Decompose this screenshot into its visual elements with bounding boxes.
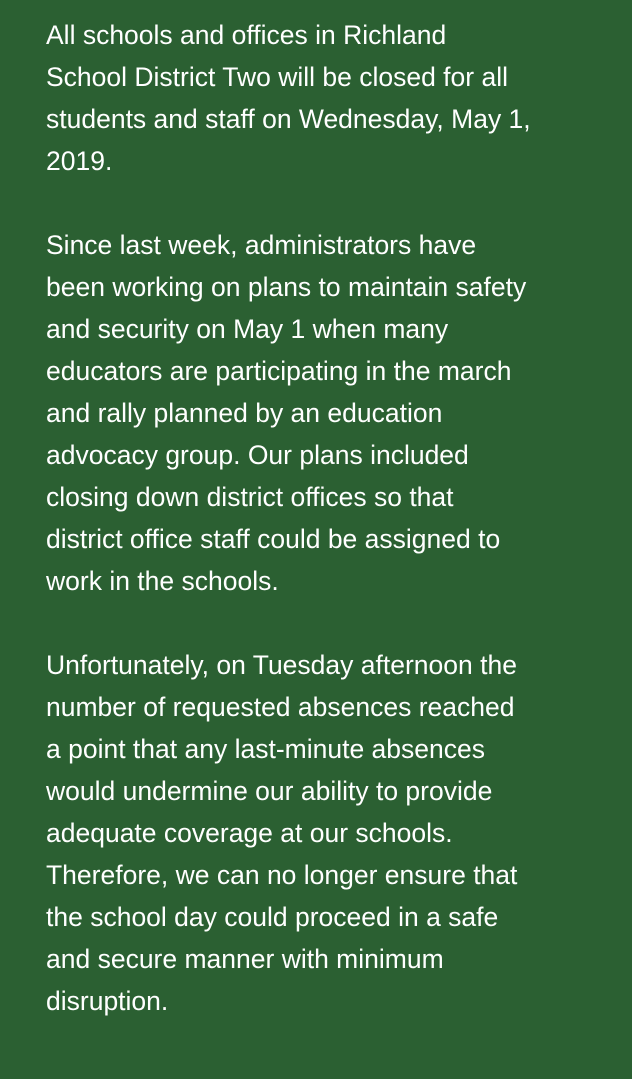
text-line: would undermine our ability to provide bbox=[46, 776, 493, 806]
paragraph-gap bbox=[46, 602, 592, 644]
paragraph-safety-plans bbox=[46, 224, 592, 602]
text-line: the school day could proceed in a safe bbox=[46, 902, 499, 932]
text-line: Therefore, we can no longer ensure that bbox=[46, 860, 518, 890]
text-line: and secure manner with minimum bbox=[46, 944, 444, 974]
paragraph-gap bbox=[46, 182, 592, 224]
text-line: Unfortunately, on Tuesday afternoon the bbox=[46, 650, 517, 680]
text-line: disruption. bbox=[46, 986, 169, 1016]
text-line: closing down district offices so that bbox=[46, 482, 454, 512]
text-line: and rally planned by an education bbox=[46, 398, 443, 428]
text-line: Since last week, administrators have bbox=[46, 230, 477, 260]
text-line: adequate coverage at our schools. bbox=[46, 818, 453, 848]
text-line: School District Two will be closed for all bbox=[46, 62, 508, 92]
text-line: been working on plans to maintain safety bbox=[46, 272, 527, 302]
paragraph-closure-notice bbox=[46, 14, 592, 182]
text-line: work in the schools. bbox=[46, 566, 279, 596]
text-line: district office staff could be assigned to bbox=[46, 524, 501, 554]
text-line: students and staff on Wednesday, May 1, bbox=[46, 104, 531, 134]
text-line: number of requested absences reached bbox=[46, 692, 515, 722]
text-line: 2019. bbox=[46, 146, 113, 176]
paragraph-absences bbox=[46, 644, 592, 1022]
text-line: educators are participating in the march bbox=[46, 356, 512, 386]
text-line: and security on May 1 when many bbox=[46, 314, 449, 344]
text-line: advocacy group. Our plans included bbox=[46, 440, 469, 470]
text-line: All schools and offices in Richland bbox=[46, 20, 447, 50]
text-line: a point that any last-minute absences bbox=[46, 734, 485, 764]
